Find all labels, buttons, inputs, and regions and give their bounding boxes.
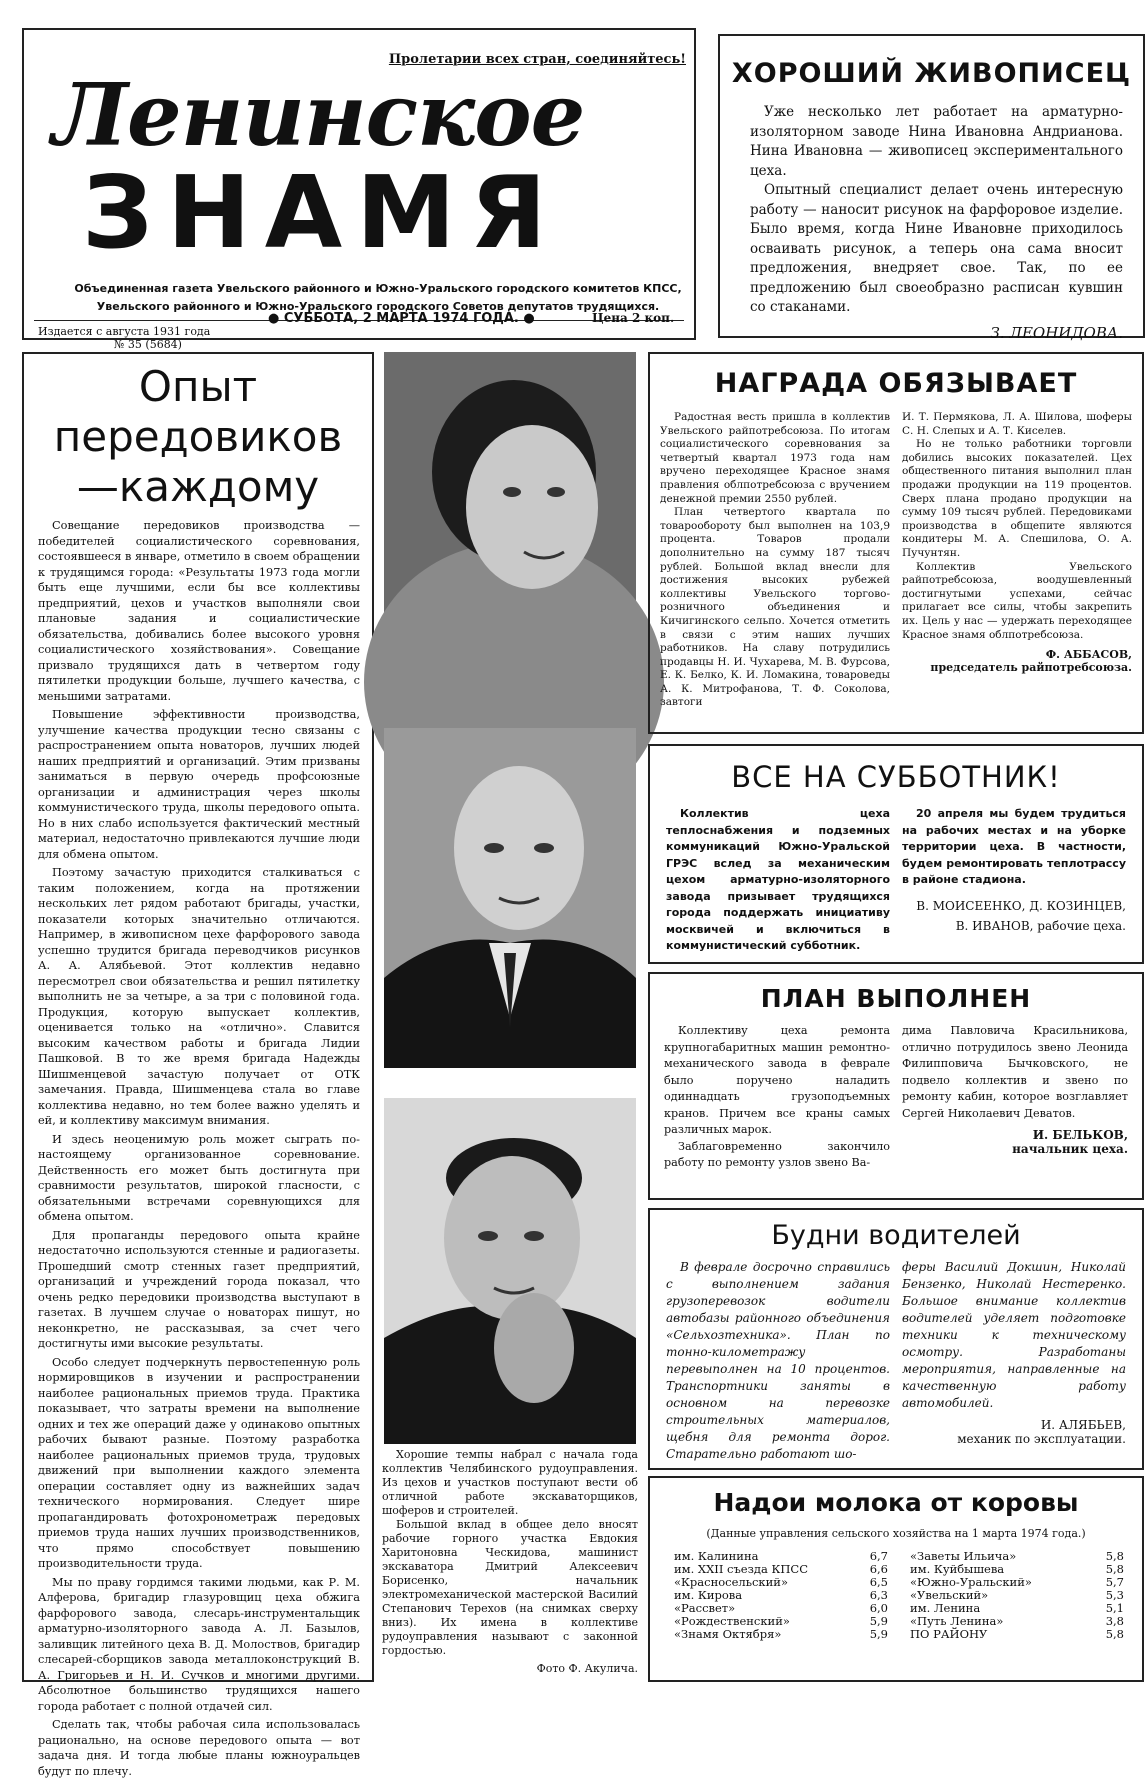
lead-paragraph: Мы по праву гордимся такими людьми, как Р. М. Алферова, бригадир глазуровщиц цеха обжига фарфорового завода, слесарь-инструментальщик арматурно-изоляторного завода А. Л. Базылов, заливщик литейного цеха В. Д. Молоствов, бригадир слесарей-сборщиков завода металлоконструкций В. А. Григорьев и Н. И. Сучков и многими другими. Абсолютное большинство трудящихся нашего города работает с полной отдачей сил.	[38, 1575, 360, 1713]
award-col2-p: И. Т. Пермякова, Л. А. Шилова, шоферы С. Н. Слепых и А. Т. Киселев.	[902, 411, 1132, 437]
issue-date: СУББОТА, 2 МАРТА 1974 ГОДА.	[283, 311, 519, 326]
masthead-title-script: Ленинское	[52, 65, 585, 166]
photo-woman	[384, 352, 636, 682]
subbotnik-article	[648, 744, 1144, 964]
milk-yield: 5,8	[1105, 1549, 1124, 1563]
plan-col1-p: Заблаговременно закончило работу по ремонту узлов звено Ва-	[664, 1139, 890, 1169]
milk-yield: 5,8	[1105, 1627, 1124, 1641]
lead-title-line2: передовиков	[53, 412, 343, 461]
farm-name: им. XXII съезда КПСС	[674, 1562, 808, 1576]
plan-col1-p: Коллективу цеха ремонта крупногабаритных машин ремонтно-механического завода в феврале было поручено наладить одиннадцать грузоподъемных кранов. Причем все краны самых различных марок.	[664, 1024, 890, 1136]
painter-title: ХОРОШИЙ ЖИВОПИСЕЦ	[731, 58, 1132, 89]
portrait-man-1-image	[384, 728, 636, 1068]
farm-name: «Рождественский»	[674, 1614, 790, 1628]
milk-yield: 6,0	[869, 1601, 888, 1615]
masthead-title-block: ЗНАМЯ	[82, 154, 561, 271]
milk-yield: 5,7	[1105, 1575, 1124, 1589]
farm-name: «Рассвет»	[674, 1601, 736, 1615]
milk-yield: 6,7	[869, 1549, 888, 1563]
farm-name: им. Ленина	[910, 1601, 981, 1615]
farm-name: «Красносельский»	[674, 1575, 788, 1589]
subbotnik-sig2: В. ИВАНОВ, рабочие цеха.	[955, 918, 1126, 933]
painter-author: З. ЛЕОНИДОВА.	[990, 323, 1123, 342]
price: Цена 2 коп.	[592, 311, 675, 325]
plan-author: И. БЕЛЬКОВ,	[1032, 1128, 1128, 1142]
drivers-author: И. АЛЯБЬЕВ,	[1040, 1418, 1126, 1432]
issue-number: № 35 (5684)	[114, 338, 182, 351]
farm-name: им. Куйбышева	[910, 1562, 1005, 1576]
photo-caption	[382, 1448, 638, 1675]
award-author: Ф. АББАСОВ,	[1045, 648, 1132, 662]
plan-col2: дима Павловича Красильникова, отлично потрудилось звено Леонида Филипповича Бычковского, не подвело коллектив и звено по ремонту кабин, которое возглавляет Сергей Николаевич Деватов.	[902, 1024, 1128, 1120]
award-article	[648, 352, 1144, 734]
table-row	[906, 1628, 1128, 1641]
painter-p2: Опытный специалист делает очень интересную работу — наносит рисунок на фарфоровое изделие. Было время, когда Нине Ивановне приходилось осваивать рисунок, а теперь она сама вносит предложения, внедряет свое. Так, по ее предложению был своеобразно расписан кувшин со стаканами.	[750, 182, 1123, 315]
lead-title-line1: Опыт	[138, 362, 258, 411]
milk-yield: 5,1	[1105, 1601, 1124, 1615]
award-col2-p: Коллектив Увельского райпотребсоюза, воодушевленный достигнутыми успехами, сейчас прилагает все силы, чтобы закрепить их. Цель у нас — удержать переходящее Красное знамя облпотребсоюза.	[902, 560, 1132, 641]
slogan: Пролетарии всех стран, соединяйтесь!	[388, 52, 686, 67]
milk-table-left	[670, 1550, 892, 1641]
subbotnik-col2: 20 апреля мы будем трудиться на рабочих местах и на уборке территории цеха. В частности, будем ремонтировать теплотрассу в районе стадиона.	[902, 807, 1126, 886]
farm-name: ПО РАЙОНУ	[910, 1627, 988, 1641]
milk-table-right	[906, 1550, 1128, 1641]
lead-paragraph: Особо следует подчеркнуть первостепенную роль нормировщиков в изучении и распространении наиболее рациональных приемов труда. Практика показывает, что затраты времени на выполнение одних и тех же операций даже у одинаково опытных рабочих бывают разные. Поэтому разработка наиболее рациональных приемов труда, трудовых движений при выполнении каждого элемента операции составляет одну из важнейших задач технического нормирования. Следует шире пропагандировать фотохронометраж передовых приемов труда наших лучших производственников, что прямо способствует повышению производительности труда.	[38, 1355, 360, 1570]
lead-paragraph: Поэтому зачастую приходится сталкиваться с таким положением, когда на протяжении нескольких лет рядом работают бригады, участки, показатели которых значительно отличаются. Например, в живописном цехе фарфорового завода успешно трудится бригада переводчиков рисунков А. А. Алябьевой. Этот коллектив недавно пересмотрел свои обязательства и решил пятилетку выполнить не за четыре, а за три с половиной года. Продукция, которую выпускает коллектив, оценивается только на «отлично». Славится высоким качеством работы и бригада Лидии Пашковой. В то же время бригада Надежды Шишменцевой зачастую получает от ОТК замечания. Правда, Шишменцева стала во главе коллектива недавно, но тем более важно уделять и ей, и коллективу максимум внимания.	[38, 866, 360, 1127]
painter-article	[718, 34, 1145, 342]
milk-yield: 5,3	[1105, 1588, 1124, 1602]
farm-name: «Увельский»	[910, 1588, 989, 1602]
award-col2-p: Но не только работники торговли добились высоких показателей. Цех общественного питания выполнил план продажи продукции на 119 процентов. Сверх плана продано продукции на сумму 109 тысяч рублей. Передовиками производства в общепите являются кондитеры М. А. Спешилова, О. А. Пучунтян.	[902, 438, 1132, 559]
lead-paragraph: Повышение эффективности производства, улучшение качества продукции тесно связаны с распространением опыта новаторов, лучших людей наших предприятий и организаций. Этим призваны заниматься в первую очередь профсоюзные организации и администрация через школы коммунистического труда, школы передового опыта. Но в них слабо используется фактический местный материал, недостаточно привлекаются лучшие люди для обмена опытом.	[38, 708, 360, 861]
lead-paragraph: И здесь неоценимую роль может сыграть по-настоящему организованное соревнование. Действенность его может быть достигнута при сравнимости результатов, широкой гласности, с обязательными встречами соревнующихся для обмена опытом.	[38, 1132, 360, 1223]
lead-title	[24, 362, 372, 512]
table-row	[670, 1628, 892, 1641]
award-title: НАГРАДА ОБЯЗЫВАЕТ	[714, 368, 1078, 399]
masthead-subtitle-2: Увельского районного и Южно-Уральского городского Советов депутатов трудящихся.	[96, 300, 660, 313]
masthead	[22, 28, 696, 351]
farm-name: «Знамя Октября»	[674, 1627, 782, 1641]
drivers-col1: В феврале досрочно справились с выполнением задания грузоперевозок водители автобазы районного объединения «Сельхозтехника». План по тонно-километражу перевыполнен на 10 процентов. Транспортники заняты в основном на перевозке строительных материалов, щебня для ремонта дорог. Старательно работают шо-	[666, 1260, 890, 1461]
milk-yield: 5,9	[869, 1614, 888, 1628]
milk-yield: 6,6	[869, 1562, 888, 1576]
award-col1-p: План четвертого квартала по товарообороту был выполнен на 103,9 процента. Товаров продали дополнительно на сумму 187 тысяч рублей. Большой вклад внесли для достижения высоких рубежей коллективы Увельского торгово-розничного объединения и Кичигинского сельпо. Хочется отметить в связи с этим наших лучших работников. На славу потрудились продавцы Н. И. Чухарева, М. В. Фурсова, Е. К. Белко, К. И. Ломакина, товароведы А. К. Митрофанова, Т. Ф. Соколова, завтоги	[660, 506, 890, 709]
subbotnik-title: ВСЕ НА СУББОТНИК!	[731, 760, 1061, 794]
farm-name: «Заветы Ильича»	[910, 1549, 1017, 1563]
lead-article	[22, 352, 374, 1778]
milk-title: Надои молока от коровы	[713, 1488, 1079, 1517]
since: Издается с августа 1931 года	[38, 325, 211, 338]
lead-title-line3: —каждому	[76, 462, 320, 511]
plan-article	[648, 972, 1144, 1200]
masthead-subtitle-1: Объединенная газета Увельского районного и Южно-Уральского городского комитетов КПСС,	[74, 282, 682, 295]
photo-credit: Фото Ф. Акулича.	[536, 1662, 638, 1675]
lead-paragraph: Сделать так, чтобы рабочая сила использовалась рационально, на основе передового опыта — вот задача дня. И тогда любые планы южноуральцев будут по плечу.	[38, 1718, 360, 1778]
photo-caption-p2: Большой вклад в общее дело вносят рабочие горного участка Евдокия Харитоновна Ческидова, машинист экскаватора Дмитрий Алексеевич Борисенко, начальник электромеханической мастерской Василий Степанович Терехов (на снимках сверху вниз). Их имена в коллективе рудоуправления называют с законной гордостью.	[382, 1518, 638, 1657]
milk-yield: 3,8	[1105, 1614, 1124, 1628]
farm-name: им. Калинина	[674, 1549, 759, 1563]
drivers-col2: феры Василий Докшин, Николай Бензенко, Николай Нестеренко. Большое внимание коллектив водителей уделяет подготовке техники к техническому осмотру. Разработаны мероприятия, направленные на качественную работу автомобилей.	[902, 1260, 1126, 1410]
milk-article	[648, 1476, 1144, 1682]
subbotnik-col1: Коллектив цеха теплоснабжения и подземных коммуникаций Южно-Уральской ГРЭС вслед за механическим цехом арматурно-изоляторного завода призывает трудящихся города поддержать инициативу москвичей и включиться в коммунистический субботник.	[666, 807, 890, 952]
milk-yield: 5,9	[869, 1627, 888, 1641]
photo-man-1	[384, 728, 636, 1068]
drivers-article	[648, 1208, 1144, 1470]
award-col1-p: Радостная весть пришла в коллектив Увельского райпотребсоюза. По итогам социалистического соревнования за четвертый квартал 1973 года нам вручено переходящее Красное знамя правления облпотребсоюза с вручением денежной премии 2550 рублей.	[660, 411, 890, 505]
lead-paragraph: Совещание передовиков производства —победителей социалистического соревнования, состоявшееся в январе, отметило в своем обращении к трудящимся города: «Результаты 1973 года могли быть еще лучшими, если бы все коллективы предприятий, цехов и участков выполняли свои плановые задания и социалистические обязательства, добивались более высокого уровня социалистического хозяйствования». Совещание призвало трудящихся дать в четвертом году пятилетки продукции больше, лучшего качества, с меньшими затратами.	[38, 519, 360, 703]
milk-yield: 6,3	[869, 1588, 888, 1602]
milk-yield: 5,8	[1105, 1562, 1124, 1576]
painter-p1: Уже несколько лет работает на арматурно-изоляторном заводе Нина Ивановна Андрианова. Нина Ивановна — живописец экспериментального цеха.	[750, 104, 1123, 179]
farm-name: им. Кирова	[674, 1588, 743, 1602]
photo-caption-p1: Хорошие темпы набрал с начала года коллектив Челябинского рудоуправления. Из цехов и участков поступают вести об отличной работе экскаваторщиков, шоферов и строителей.	[382, 1448, 638, 1517]
milk-subtitle: (Данные управления сельского хозяйства на 1 марта 1974 года.)	[706, 1527, 1086, 1540]
drivers-author-title: механик по эксплуатации.	[957, 1432, 1126, 1446]
subbotnik-sig1: В. МОИСЕЕНКО, Д. КОЗИНЦЕВ,	[916, 898, 1126, 913]
plan-title: ПЛАН ВЫПОЛНЕН	[760, 984, 1032, 1013]
milk-yield: 6,5	[869, 1575, 888, 1589]
photo-man-2	[384, 1098, 636, 1444]
plan-author-title: начальник цеха.	[1012, 1142, 1128, 1156]
farm-name: «Южно-Уральский»	[910, 1575, 1032, 1589]
drivers-title: Будни водителей	[771, 1220, 1021, 1251]
portrait-woman-image	[384, 352, 636, 682]
lead-paragraph: Для пропаганды передового опыта крайне недостаточно используются стенные и радиогазеты. Прошедший смотр стенных газет предприятий, организаций и учреждений города показал, что очень редко передовики производства выступают в газетах. В лучшем случае о новаторах пишут, но неконкретно, не рассказывая, за счет чего достигнуты ими высокие результаты.	[38, 1228, 360, 1350]
date-line: ● СУББОТА, 2 МАРТА 1974 ГОДА. ●	[268, 311, 535, 326]
portrait-man-2-image	[384, 1098, 636, 1444]
award-author-title: председатель райпотребсоюза.	[930, 661, 1132, 675]
farm-name: «Путь Ленина»	[910, 1614, 1004, 1628]
